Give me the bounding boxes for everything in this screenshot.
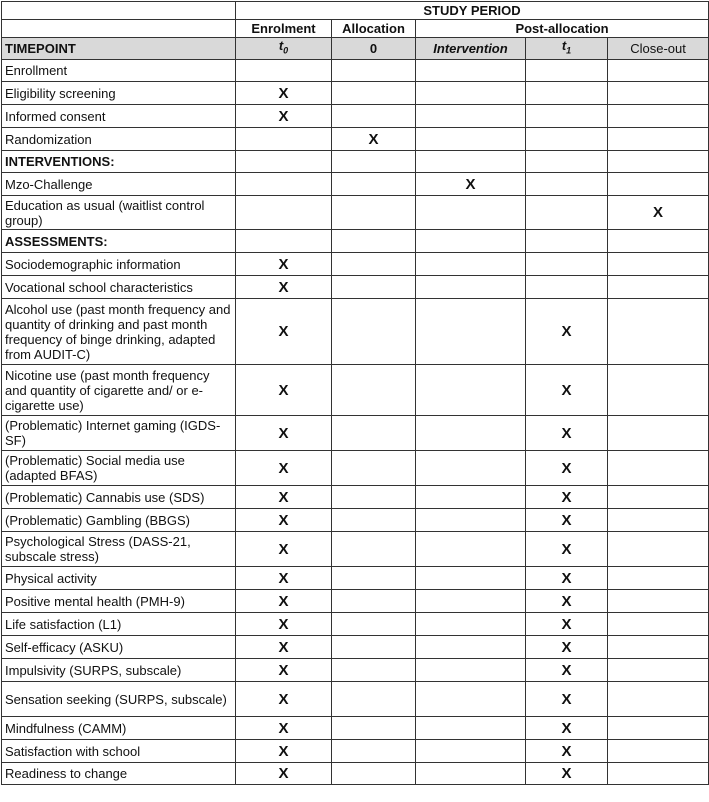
row-label: Self-efficacy (ASKU) [2,636,236,659]
mark-cell-close-out [608,636,709,659]
header-row-study-period [2,2,709,20]
row-label: Psychological Stress (DASS-21, subscale stress) [2,532,236,567]
section-row [2,151,709,173]
mark-cell-t1: X [526,636,608,659]
row-label: Mzo-Challenge [2,173,236,196]
table-row [2,659,709,682]
mark-cell-t1 [526,173,608,196]
mark-cell-enrolment-t0: X [236,659,332,682]
row-label: Sensation seeking (SURPS, subscale) [2,682,236,717]
mark-cell-intervention [416,486,526,509]
row-label: Informed consent [2,105,236,128]
mark-cell-close-out [608,105,709,128]
row-label: Enrollment [2,60,236,82]
mark-cell-intervention [416,151,526,173]
table-row [2,276,709,299]
mark-cell-allocation-0 [332,416,416,451]
mark-cell-intervention [416,416,526,451]
timepoint-subscript: 1 [566,45,572,56]
mark-cell-enrolment-t0 [236,151,332,173]
mark-cell-close-out [608,659,709,682]
mark-cell-t1: X [526,486,608,509]
mark-cell-enrolment-t0 [236,173,332,196]
mark-cell-enrolment-t0 [236,128,332,151]
row-label: Life satisfaction (L1) [2,613,236,636]
mark-cell-enrolment-t0: X [236,451,332,486]
mark-cell-close-out [608,416,709,451]
timepoint-t0-text: $t_0$ [278,38,289,56]
mark-cell-enrolment-t0 [236,196,332,230]
mark-cell-allocation-0 [332,253,416,276]
mark-cell-intervention [416,105,526,128]
mark-cell-close-out [608,128,709,151]
mark-cell-intervention [416,659,526,682]
mark-cell-allocation-0 [332,230,416,253]
table-row [2,567,709,590]
mark-cell-enrolment-t0 [236,230,332,253]
mark-cell-intervention [416,299,526,365]
mark-cell-allocation-0 [332,659,416,682]
mark-cell-enrolment-t0: X [236,636,332,659]
mark-cell-intervention [416,532,526,567]
timepoint-intervention: Intervention [416,38,526,60]
mark-cell-enrolment-t0: X [236,416,332,451]
phase-enrolment: Enrolment [236,20,332,38]
mark-cell-enrolment-t0: X [236,82,332,105]
mark-cell-close-out [608,717,709,740]
mark-cell-enrolment-t0: X [236,486,332,509]
table-row [2,82,709,105]
table-row [2,196,709,230]
mark-cell-intervention [416,230,526,253]
mark-cell-allocation-0 [332,567,416,590]
row-label: Impulsivity (SURPS, subscale) [2,659,236,682]
table-row [2,105,709,128]
mark-cell-allocation-0 [332,682,416,717]
mark-cell-t1 [526,105,608,128]
row-label: Satisfaction with school [2,740,236,763]
mark-cell-enrolment-t0: X [236,567,332,590]
mark-cell-enrolment-t0: X [236,365,332,416]
mark-cell-t1: X [526,590,608,613]
mark-cell-allocation-0 [332,276,416,299]
mark-cell-allocation-0 [332,613,416,636]
row-label: Education as usual (waitlist control group) [2,196,236,230]
timepoint-0: 0 [332,38,416,60]
row-label: (Problematic) Internet gaming (IGDS-SF) [2,416,236,451]
row-label: Sociodemographic information [2,253,236,276]
table-row [2,613,709,636]
mark-cell-intervention [416,196,526,230]
mark-cell-t1: X [526,532,608,567]
mark-cell-t1 [526,151,608,173]
mark-cell-allocation-0 [332,60,416,82]
section-label: INTERVENTIONS: [2,151,236,173]
mark-cell-t1: X [526,659,608,682]
phase-post-allocation: Post-allocation [416,20,709,38]
mark-cell-t1 [526,128,608,151]
mark-cell-t1: X [526,740,608,763]
mark-cell-t1: X [526,763,608,785]
mark-cell-t1: X [526,365,608,416]
row-label: (Problematic) Social media use (adapted BFAS) [2,451,236,486]
mark-cell-enrolment-t0: X [236,105,332,128]
mark-cell-t1: X [526,451,608,486]
row-label: Readiness to change [2,763,236,785]
mark-cell-close-out [608,253,709,276]
mark-cell-enrolment-t0: X [236,509,332,532]
schedule-body [2,60,709,785]
mark-cell-close-out [608,763,709,785]
mark-cell-close-out [608,82,709,105]
mark-cell-allocation-0 [332,763,416,785]
mark-cell-intervention [416,717,526,740]
mark-cell-enrolment-t0: X [236,740,332,763]
header-row-phases [2,20,709,38]
mark-cell-intervention [416,509,526,532]
timepoint-t1: $t_1$ [526,38,608,60]
mark-cell-allocation-0 [332,196,416,230]
mark-cell-enrolment-t0: X [236,590,332,613]
mark-cell-close-out [608,740,709,763]
mark-cell-close-out [608,365,709,416]
mark-cell-close-out: X [608,196,709,230]
mark-cell-close-out [608,532,709,567]
mark-cell-intervention [416,567,526,590]
row-label: Positive mental health (PMH-9) [2,590,236,613]
mark-cell-intervention [416,451,526,486]
mark-cell-allocation-0 [332,173,416,196]
table-row [2,365,709,416]
mark-cell-enrolment-t0: X [236,682,332,717]
row-label: Nicotine use (past month frequency and quantity of cigarette and/ or e-cigarette use) [2,365,236,416]
mark-cell-t1: X [526,613,608,636]
mark-cell-allocation-0 [332,151,416,173]
mark-cell-allocation-0: X [332,128,416,151]
table-row [2,253,709,276]
timepoint-t0 [236,38,332,60]
mark-cell-enrolment-t0: X [236,763,332,785]
mark-cell-intervention [416,82,526,105]
mark-cell-t1: X [526,509,608,532]
table-row [2,416,709,451]
mark-cell-enrolment-t0: X [236,276,332,299]
mark-cell-t1 [526,82,608,105]
table-row [2,740,709,763]
section-row [2,230,709,253]
mark-cell-close-out [608,590,709,613]
mark-cell-close-out [608,299,709,365]
mark-cell-t1: X [526,416,608,451]
mark-cell-enrolment-t0 [236,60,332,82]
row-label: (Problematic) Gambling (BBGS) [2,509,236,532]
table-row [2,763,709,785]
mark-cell-close-out [608,682,709,717]
mark-cell-allocation-0 [332,82,416,105]
mark-cell-allocation-0 [332,590,416,613]
mark-cell-intervention [416,740,526,763]
mark-cell-t1 [526,276,608,299]
mark-cell-close-out [608,173,709,196]
row-label: Mindfulness (CAMM) [2,717,236,740]
mark-cell-close-out [608,567,709,590]
phase-allocation: Allocation [332,20,416,38]
mark-cell-t1 [526,196,608,230]
timepoint-close-out: Close-out [608,38,709,60]
mark-cell-intervention [416,763,526,785]
table-row [2,717,709,740]
mark-cell-allocation-0 [332,509,416,532]
mark-cell-intervention [416,682,526,717]
mark-cell-close-out [608,486,709,509]
mark-cell-t1: X [526,717,608,740]
table-row [2,60,709,82]
mark-cell-enrolment-t0: X [236,253,332,276]
mark-cell-close-out [608,276,709,299]
table-row [2,451,709,486]
header-row-timepoints [2,38,709,60]
mark-cell-enrolment-t0: X [236,717,332,740]
mark-cell-allocation-0 [332,486,416,509]
mark-cell-intervention [416,590,526,613]
mark-cell-intervention [416,276,526,299]
mark-cell-allocation-0 [332,717,416,740]
mark-cell-intervention: X [416,173,526,196]
timepoint-subscript: 0 [283,45,289,56]
mark-cell-t1 [526,230,608,253]
mark-cell-allocation-0 [332,365,416,416]
table-row [2,509,709,532]
mark-cell-t1: X [526,567,608,590]
mark-cell-intervention [416,253,526,276]
mark-cell-close-out [608,451,709,486]
row-label: Eligibility screening [2,82,236,105]
mark-cell-enrolment-t0: X [236,532,332,567]
row-label: Alcohol use (past month frequency and quantity of drinking and past month frequency of binge drinking, adapted from AUDIT-C) [2,299,236,365]
table-row [2,590,709,613]
mark-cell-close-out [608,613,709,636]
row-label: Vocational school characteristics [2,276,236,299]
row-label: Physical activity [2,567,236,590]
mark-cell-allocation-0 [332,636,416,659]
mark-cell-t1: X [526,682,608,717]
mark-cell-intervention [416,365,526,416]
mark-cell-t1 [526,60,608,82]
table-row [2,299,709,365]
mark-cell-allocation-0 [332,105,416,128]
mark-cell-intervention [416,636,526,659]
table-row [2,532,709,567]
mark-cell-allocation-0 [332,299,416,365]
mark-cell-close-out [608,60,709,82]
timepoint-label: TIMEPOINT [2,38,236,60]
mark-cell-close-out [608,230,709,253]
row-label: (Problematic) Cannabis use (SDS) [2,486,236,509]
mark-cell-intervention [416,613,526,636]
header-empty-cell [2,20,236,38]
study-period-heading: STUDY PERIOD [236,2,709,20]
mark-cell-intervention [416,60,526,82]
table-row [2,486,709,509]
mark-cell-allocation-0 [332,532,416,567]
mark-cell-close-out [608,151,709,173]
mark-cell-enrolment-t0: X [236,613,332,636]
mark-cell-t1: X [526,299,608,365]
table-row [2,682,709,717]
mark-cell-intervention [416,128,526,151]
mark-cell-close-out [608,509,709,532]
header-empty-cell [2,2,236,20]
row-label: Randomization [2,128,236,151]
mark-cell-t1 [526,253,608,276]
table-row [2,636,709,659]
table-row [2,128,709,151]
mark-cell-enrolment-t0: X [236,299,332,365]
spirit-schedule-table [1,1,709,785]
mark-cell-allocation-0 [332,451,416,486]
section-label: ASSESSMENTS: [2,230,236,253]
table-row [2,173,709,196]
mark-cell-allocation-0 [332,740,416,763]
